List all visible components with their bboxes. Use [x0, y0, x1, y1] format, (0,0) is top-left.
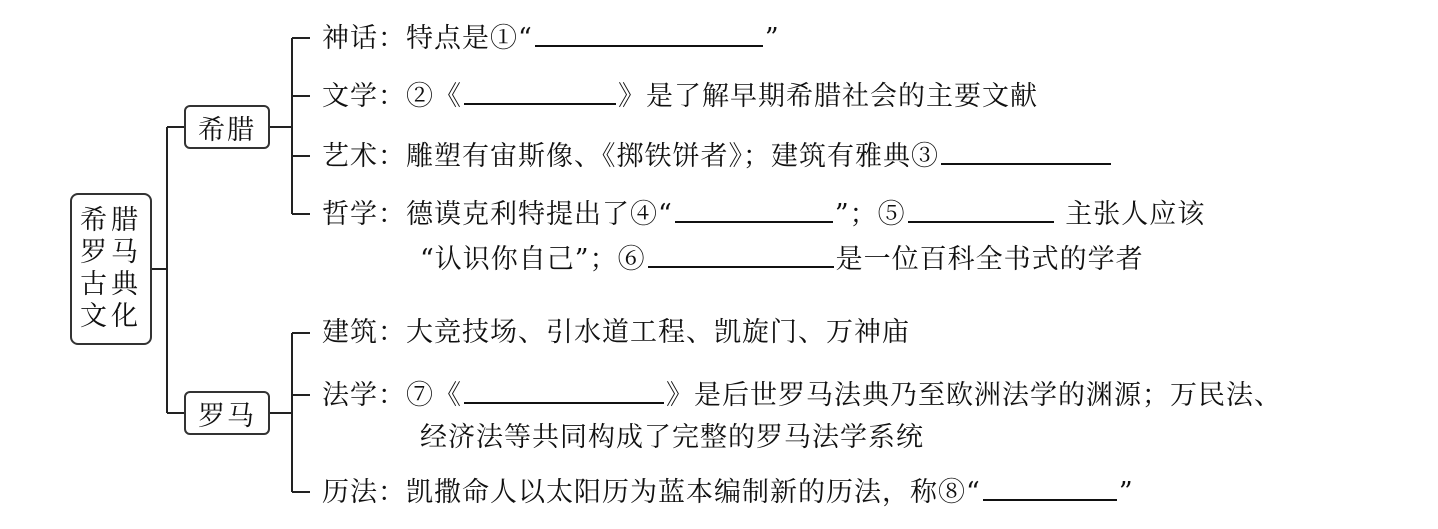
item-head: 历法：	[322, 477, 406, 508]
rome-node-box: 罗马	[184, 391, 270, 435]
item-text: “认识你自己”；⑥	[420, 244, 646, 275]
rome-architecture-line	[322, 316, 910, 350]
rome-law-line-2	[420, 421, 924, 455]
answer-blank-4[interactable]	[675, 197, 833, 223]
item-text: 凯撒命人以太阳历为蓝本编制新的历法，称⑧“	[406, 477, 981, 508]
root-node-box	[70, 193, 152, 345]
answer-blank-3[interactable]	[941, 139, 1111, 165]
rome-calendar-line	[322, 475, 1134, 510]
root-line-2: 罗马	[80, 237, 142, 268]
answer-blank-7[interactable]	[464, 378, 664, 404]
answer-blank-1[interactable]	[535, 21, 763, 47]
greece-philosophy-line-2	[420, 242, 1144, 277]
item-head: 神话：	[322, 23, 406, 54]
item-text: 特点是①“	[406, 23, 533, 54]
item-text: ”	[1118, 477, 1134, 508]
root-line-4: 文化	[80, 301, 142, 332]
item-text: 》是了解早期希腊社会的主要文献	[618, 81, 1038, 112]
greece-myth-line	[322, 21, 780, 56]
answer-blank-6[interactable]	[648, 242, 834, 268]
item-head: 文学：	[322, 81, 406, 112]
item-text: 》是后世罗马法典乃至欧洲法学的渊源；万民法、	[666, 380, 1282, 411]
item-text: ⑦《	[406, 380, 462, 411]
greece-philosophy-line	[322, 197, 1205, 232]
item-head: 艺术：	[322, 141, 406, 172]
answer-blank-8[interactable]	[983, 475, 1117, 501]
rome-law-line	[322, 378, 1282, 413]
greece-art-line	[322, 139, 1113, 174]
item-head: 建筑：	[322, 317, 406, 348]
item-text: 雕塑有宙斯像、《掷铁饼者》；建筑有雅典③	[406, 141, 939, 172]
answer-blank-2[interactable]	[464, 79, 616, 105]
item-text: 主张人应该	[1055, 199, 1206, 230]
item-head: 哲学：	[322, 199, 406, 230]
answer-blank-5[interactable]	[908, 197, 1054, 223]
item-text: ②《	[406, 81, 462, 112]
greece-node-box: 希腊	[184, 105, 270, 149]
item-text: 是一位百科全书式的学者	[835, 244, 1144, 275]
item-text: 经济法等共同构成了完整的罗马法学系统	[420, 422, 924, 453]
item-text: ”	[764, 23, 780, 54]
item-text: ”；⑤	[834, 199, 906, 230]
greece-literature-line	[322, 79, 1038, 114]
item-text: 德谟克利特提出了④“	[406, 199, 673, 230]
item-head: 法学：	[322, 380, 406, 411]
root-line-3: 古典	[80, 269, 142, 300]
root-line-1: 希腊	[80, 205, 142, 236]
item-text: 大竞技场、引水道工程、凯旋门、万神庙	[406, 317, 910, 348]
